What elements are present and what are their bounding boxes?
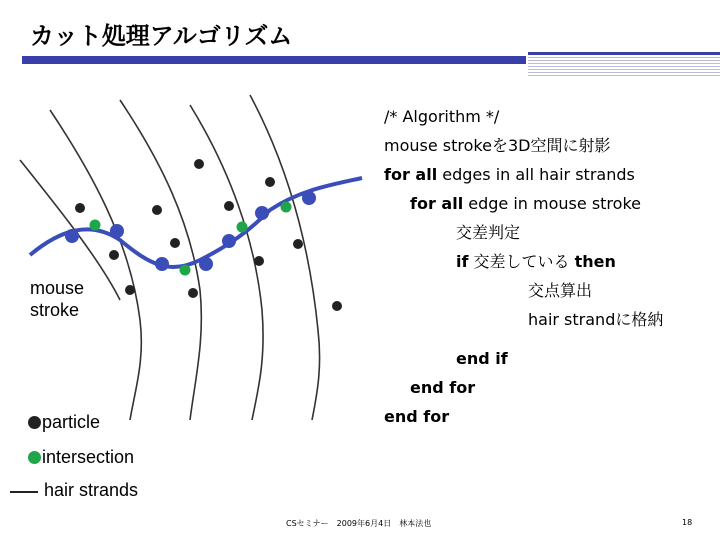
- particle-point: [224, 201, 234, 211]
- stroke-sample-point: [199, 257, 213, 271]
- code-text: 交差している: [468, 252, 575, 271]
- title-underline-bar: [22, 56, 526, 64]
- code-keyword: for all: [384, 165, 438, 184]
- particle-point: [152, 205, 162, 215]
- code-line: [384, 402, 449, 431]
- page-number: 18: [682, 518, 693, 527]
- code-text: mouse strokeを3D空間に射影: [384, 136, 611, 155]
- code-keyword: end for: [384, 407, 450, 426]
- particle-point: [125, 285, 135, 295]
- code-text: edges in all hair strands: [437, 165, 635, 184]
- mouse-stroke-label-line1: mouse: [30, 278, 85, 298]
- intersection-legend-label: intersection: [42, 447, 135, 467]
- code-line: [528, 276, 592, 305]
- code-line: [384, 102, 499, 131]
- code-text: 交点算出: [528, 281, 593, 300]
- stroke-sample-point: [155, 257, 169, 271]
- particle-point: [109, 250, 119, 260]
- stroke-sample-point: [65, 229, 79, 243]
- intersection-point: [237, 222, 248, 233]
- stroke-sample-point: [255, 206, 269, 220]
- code-line: [528, 305, 663, 334]
- particle-point: [293, 239, 303, 249]
- code-keyword: then: [574, 252, 616, 271]
- code-text: 交差判定: [456, 223, 521, 242]
- particle-point: [332, 301, 342, 311]
- mouse-stroke-path: [30, 178, 362, 267]
- slide-title: カット処理アルゴリズム: [30, 22, 293, 50]
- code-keyword: if: [456, 252, 469, 271]
- particle-point: [194, 159, 204, 169]
- code-text: /* Algorithm */: [384, 107, 500, 126]
- particle-point: [170, 238, 180, 248]
- intersection-point: [281, 202, 292, 213]
- code-line: [456, 218, 520, 247]
- code-line: [410, 373, 475, 402]
- particle-point: [265, 177, 275, 187]
- code-line: [384, 131, 610, 160]
- code-line: [456, 344, 508, 373]
- stroke-sample-point: [110, 224, 124, 238]
- hair-strands-legend-label: hair strands: [44, 480, 139, 500]
- code-keyword: for all: [410, 194, 464, 213]
- hair-cut-diagram: [0, 90, 370, 420]
- stroke-sample-point: [222, 234, 236, 248]
- intersection-legend-icon: [28, 451, 41, 464]
- code-line: [456, 247, 616, 276]
- particle-legend-icon: [28, 416, 41, 429]
- intersection-point: [90, 220, 101, 231]
- intersection-point: [180, 265, 191, 276]
- code-keyword: end if: [456, 349, 508, 368]
- particle-point: [188, 288, 198, 298]
- particle-point: [75, 203, 85, 213]
- title-decoration-stripes: [528, 52, 720, 94]
- footer-info: CSセミナー 2009年6月4日 林本法也: [286, 519, 432, 528]
- code-line: [384, 160, 635, 189]
- hair-strand-legend-icon: [10, 491, 38, 493]
- hair-strand: [50, 110, 141, 420]
- particle-legend-label: particle: [42, 412, 101, 432]
- code-text: edge in mouse stroke: [463, 194, 641, 213]
- code-text: hair strandに格納: [528, 310, 664, 329]
- code-keyword: end for: [410, 378, 476, 397]
- code-line: [410, 189, 641, 218]
- stroke-sample-point: [302, 191, 316, 205]
- mouse-stroke-label-line2: stroke: [30, 300, 80, 320]
- particle-point: [254, 256, 264, 266]
